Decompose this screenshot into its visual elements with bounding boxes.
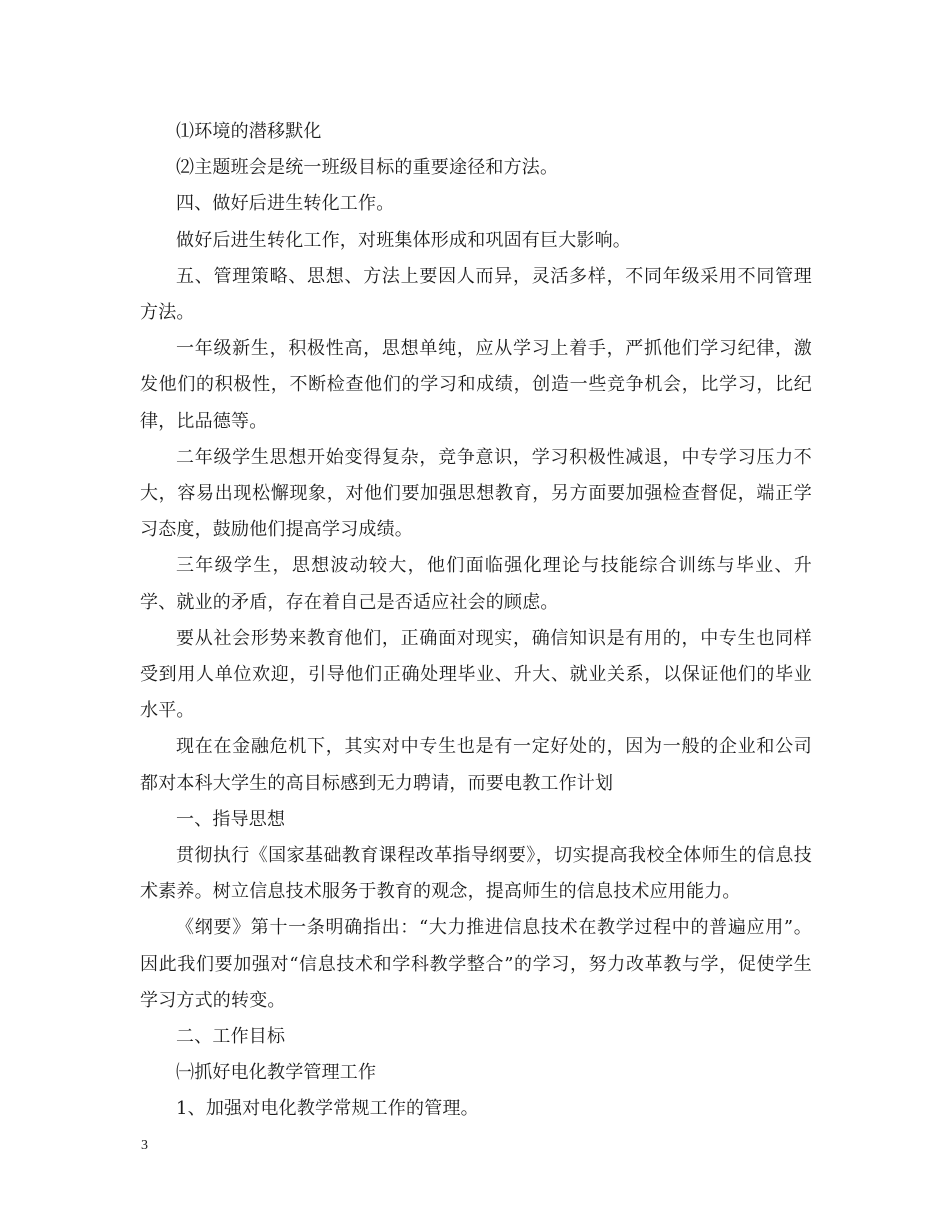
page-number: 3 [141, 1138, 148, 1153]
paragraph-7: 二年级学生思想开始变得复杂，竞争意识，学习积极性减退，中专学习压力不大，容易出现松懈现象，对他们要加强思想教育，另方面要加强检查督促，端正学习态度，鼓励他们提高学习成绩。 [140, 446, 812, 541]
paragraph-6: 一年级新生，积极性高，思想单纯，应从学习上着手，严抓他们学习纪律，激发他们的积极性，不断检查他们的学习和成绩，创造一些竞争机会，比学习，比纪律，比品德等。 [140, 338, 812, 432]
paragraph-5: 五、管理策略、思想、方法上要因人而异，灵活多样，不同年级采用不同管理方法。 [140, 265, 812, 324]
paragraph-11: 一、指导思想 [176, 808, 286, 830]
paragraph-4: 做好后进生转化工作，对班集体形成和巩固有巨大影响。 [176, 229, 631, 251]
paragraph-15: ㈠抓好电化教学管理工作 [176, 1062, 377, 1084]
paragraph-1: ⑴环境的潜移默化 [176, 121, 322, 142]
paragraph-12: 贯彻执行《国家基础教育课程改革指导纲要》，切实提高我校全体师生的信息技术素养。树立信息技术服务于教育的观念，提高师生的信息技术应用能力。 [140, 845, 812, 903]
paragraph-14: 二、工作目标 [176, 1026, 286, 1048]
document-body [140, 114, 812, 1128]
paragraph-10: 现在在金融危机下，其实对中专生也是有一定好处的，因为一般的企业和公司都对本科大学生的高目标感到无力聘请，而要电教工作计划 [140, 736, 812, 794]
paragraph-3: 四、做好后进生转化工作。 [176, 193, 395, 215]
paragraph-16: 1、加强对电化教学常规工作的管理。 [176, 1098, 479, 1120]
paragraph-13: 《纲要》第十一条明确指出：“大力推进信息技术在教学过程中的普遍应用”。因此我们要加强对“信息技术和学科教学整合”的学习，努力改革教与学，促使学生学习方式的转变。 [140, 917, 812, 1011]
paragraph-8: 三年级学生，思想波动较大，他们面临强化理论与技能综合训练与毕业、升学、就业的矛盾，存在着自己是否适应社会的顾虑。 [140, 555, 812, 613]
paragraph-2: ⑵主题班会是统一班级目标的重要途径和方法。 [176, 157, 559, 179]
paragraph-9: 要从社会形势来教育他们，正确面对现实，确信知识是有用的，中专生也同样受到用人单位欢迎，引导他们正确处理毕业、升大、就业关系，以保证他们的毕业水平。 [140, 627, 812, 722]
